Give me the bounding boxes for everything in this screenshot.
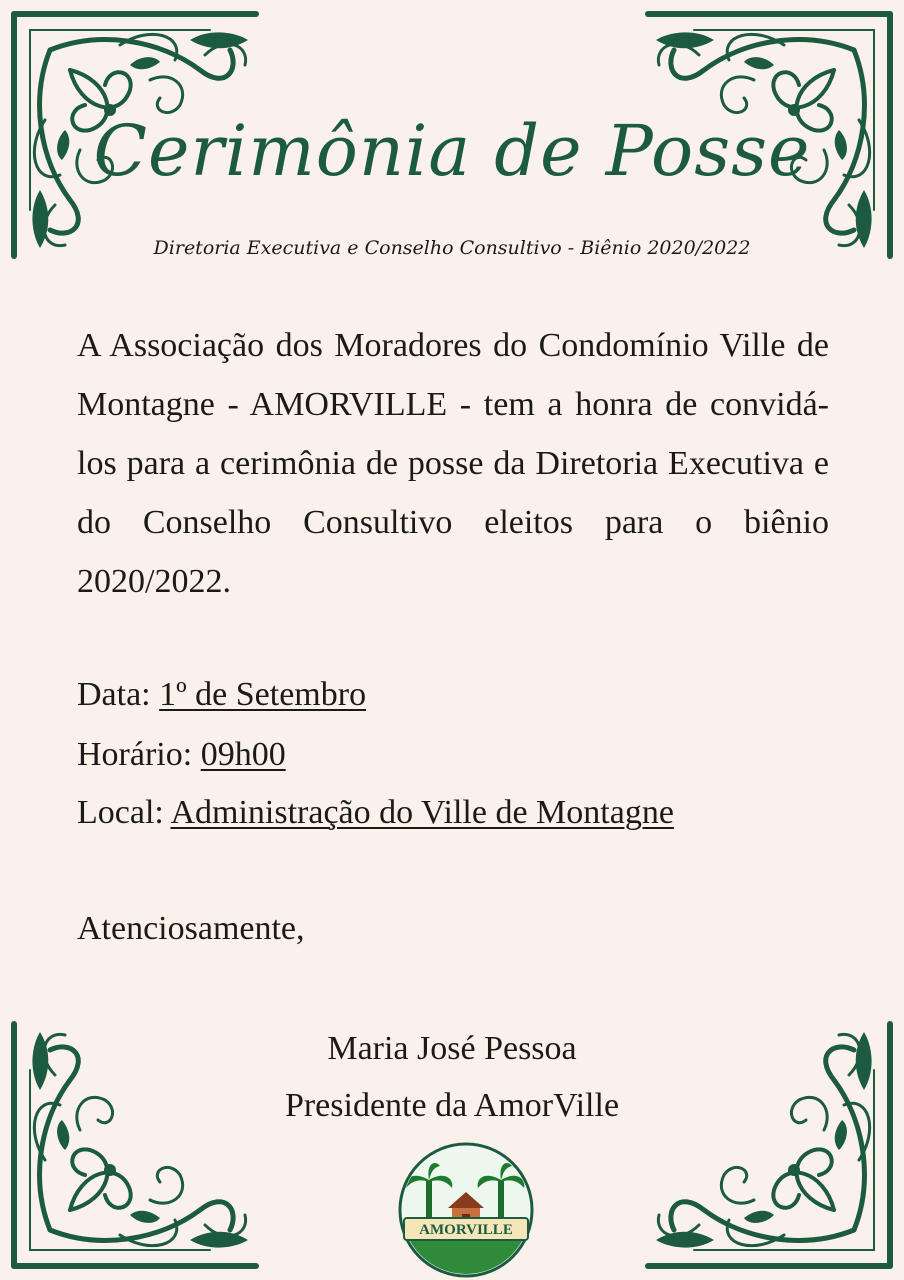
signature-role: Presidente da AmorVille <box>284 1087 620 1124</box>
page-title: Cerimônia de Posse <box>93 110 811 192</box>
place-value: Administração do Ville de Montagne <box>170 794 674 831</box>
page-subtitle: Diretoria Executiva e Conselho Consultivo - Biênio 2020/2022 <box>153 237 751 259</box>
detail-date <box>77 676 366 714</box>
date-label: Data: <box>77 676 151 713</box>
logo-text: AMORVILLE <box>419 1222 513 1238</box>
signature-name: Maria José Pessoa <box>327 1030 577 1067</box>
time-value: 09h00 <box>200 736 286 773</box>
invitation-paragraph: A Associação dos Moradores do Condomínio Ville de Montagne - AMORVILLE - tem a honra de convidá-los para a cerimônia de posse da Diretoria Executiva e do Conselho Consultivo eleitos para o biênio 2020/2022. <box>77 327 829 600</box>
time-label: Horário: <box>77 736 193 773</box>
detail-place <box>77 794 674 832</box>
detail-time <box>77 736 286 774</box>
date-value: 1º de Setembro <box>159 676 367 713</box>
closing-text: Atenciosamente, <box>77 910 305 947</box>
place-label: Local: <box>77 794 164 831</box>
amorville-logo <box>396 1140 536 1280</box>
